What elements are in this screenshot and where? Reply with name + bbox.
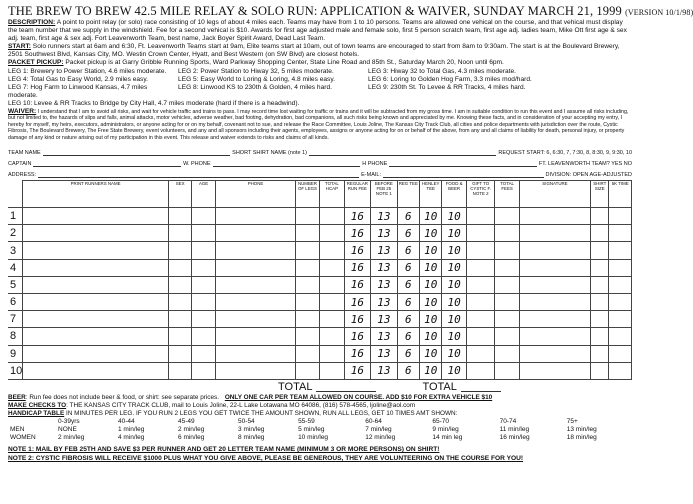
leg-item: LEG 4: Total Gas to Easy World, 2.9 miles easy.: [8, 75, 148, 83]
description-label: DESCRIPTION:: [8, 19, 56, 26]
row-number: 4: [8, 259, 22, 276]
leg-item: LEG 8: Linwood KS to 230th & Golden, 4 miles hard.: [178, 83, 332, 91]
age-field[interactable]: [191, 294, 215, 311]
sex-field[interactable]: [169, 259, 191, 276]
leg-item: LEG 5: Easy World to Loring & Loring, 4.8 miles easy.: [178, 75, 335, 83]
address-field[interactable]: [38, 177, 359, 178]
totals-row: [8, 380, 632, 394]
handicap-men-row: [8, 425, 632, 433]
row-number: 5: [8, 276, 22, 293]
food-beer-value: 10: [442, 242, 466, 259]
total-fees-field[interactable]: [495, 276, 519, 293]
legs-count-field[interactable]: [295, 294, 319, 311]
col-header: PHONE: [216, 181, 295, 208]
email-field[interactable]: [383, 177, 544, 178]
version-label: (VERSION 10/1/98): [625, 8, 693, 17]
description-section: [8, 19, 632, 43]
reg-tee-value: 6: [397, 294, 419, 311]
reg-tee-value: 6: [397, 225, 419, 242]
phone-field[interactable]: [216, 276, 295, 293]
legs-count-field[interactable]: [295, 311, 319, 328]
reg-tee-value: 6: [397, 362, 419, 379]
runner-name-field[interactable]: [22, 328, 169, 345]
men-cell: 11 min/leg: [499, 425, 530, 433]
division-label[interactable]: DIVISION: OPEN AGE-ADJUSTED: [545, 172, 632, 179]
handicap-label: HANDICAP TABLE: [8, 409, 65, 417]
legs-list: [8, 68, 632, 108]
total-right-label: TOTAL: [422, 380, 457, 393]
women-cell: 6 min/leg: [178, 433, 205, 441]
women-cell: 18 min/leg: [566, 433, 597, 441]
5k-time-field[interactable]: [609, 294, 632, 311]
total-fees-field[interactable]: [495, 328, 519, 345]
col-header: SEX: [169, 181, 191, 208]
shirt-size-field[interactable]: [591, 345, 609, 362]
total-fees-field[interactable]: [495, 311, 519, 328]
hcap-field[interactable]: [320, 328, 344, 345]
run-fee-value: 16: [344, 294, 370, 311]
hcap-field[interactable]: [320, 311, 344, 328]
age-field[interactable]: [191, 208, 215, 225]
food-beer-value: 10: [442, 328, 466, 345]
w-phone-label: W. PHONE: [183, 161, 211, 168]
reg-tee-value: 6: [397, 311, 419, 328]
gift-field[interactable]: [466, 225, 495, 242]
start-section: [8, 43, 632, 59]
runner-name-field[interactable]: [22, 362, 169, 379]
col-header: TOTAL FEES: [495, 181, 519, 208]
row-number: 2: [8, 225, 22, 242]
early-fee-value: 13: [371, 242, 397, 259]
handicap-intro: [8, 410, 632, 418]
shirt-name-label: SHORT SHIRT NAME (note 1): [232, 150, 307, 157]
run-fee-value: 16: [344, 276, 370, 293]
sex-field[interactable]: [169, 362, 191, 379]
henley-tee-value: 10: [420, 276, 442, 293]
men-cell: NONE: [58, 425, 77, 433]
col-header: TOTAL HCAP: [320, 181, 344, 208]
phone-field[interactable]: [216, 328, 295, 345]
run-fee-value: 16: [344, 345, 370, 362]
age-cell: 50-54: [238, 417, 255, 425]
shirt-name-field[interactable]: [309, 155, 496, 156]
sex-field[interactable]: [169, 345, 191, 362]
run-fee-value: 16: [344, 328, 370, 345]
age-cell: 45-49: [178, 417, 195, 425]
phone-field[interactable]: [216, 294, 295, 311]
team-name-field[interactable]: [43, 155, 230, 156]
hcap-field[interactable]: [320, 362, 344, 379]
henley-tee-value: 10: [420, 208, 442, 225]
sex-field[interactable]: [169, 294, 191, 311]
shirt-size-field[interactable]: [591, 259, 609, 276]
5k-time-field[interactable]: [609, 276, 632, 293]
checks-text: : THE KANSAS CITY TRACK CLUB, mail to Louis Joline, 22-L Lake Lotawana MO 64086, (816) 578-4565, ljoline@aol.com: [66, 401, 416, 409]
sex-field[interactable]: [169, 208, 191, 225]
food-beer-value: 10: [442, 345, 466, 362]
reg-tee-value: 6: [397, 242, 419, 259]
total-fees-field[interactable]: [495, 259, 519, 276]
email-label: E-MAIL:: [361, 172, 381, 179]
col-header: BEFORE FEB 25 NOTE 1: [371, 181, 397, 208]
phone-field[interactable]: [216, 362, 295, 379]
women-cell: 16 min/leg: [499, 433, 530, 441]
age-cell: 0-39yrs: [58, 417, 80, 425]
shirt-size-field[interactable]: [591, 362, 609, 379]
women-cell: 4 min/leg: [118, 433, 145, 441]
early-fee-value: 13: [371, 311, 397, 328]
shirt-size-field[interactable]: [591, 328, 609, 345]
legs-count-field[interactable]: [295, 242, 319, 259]
age-cell: 70-74: [499, 417, 517, 425]
beer-label: BEER: [8, 393, 26, 401]
age-cell: 75+: [566, 417, 578, 425]
5k-time-field[interactable]: [609, 345, 632, 362]
run-fee-value: 16: [344, 259, 370, 276]
table-row: [8, 311, 632, 328]
table-row: [8, 208, 632, 225]
gift-field[interactable]: [466, 242, 495, 259]
early-fee-value: 13: [371, 328, 397, 345]
waiver-label: WAIVER:: [8, 108, 37, 116]
form-title: [8, 4, 693, 19]
5k-time-field[interactable]: [609, 362, 632, 379]
total-fees-field[interactable]: [495, 225, 519, 242]
captain-field[interactable]: [33, 166, 181, 167]
leg-item: LEG 3: Hiway 32 to Total Gas, 4.3 miles moderate.: [368, 67, 516, 75]
table-row: [8, 362, 632, 379]
signature-field[interactable]: [519, 259, 590, 276]
food-beer-value: 10: [442, 225, 466, 242]
legs-count-field[interactable]: [295, 276, 319, 293]
hcap-field[interactable]: [320, 225, 344, 242]
age-field[interactable]: [191, 242, 215, 259]
leg-item: LEG 6: Loring to Golden Hog Farm, 3.3 miles mod/hard.: [368, 75, 532, 83]
men-cell: 3 min/leg: [238, 425, 265, 433]
men-label: MEN: [10, 425, 25, 433]
5k-time-field[interactable]: [609, 311, 632, 328]
col-header: GIFT TO CYSTIC F. NOTE 2: [466, 181, 495, 208]
total-fees-field[interactable]: [495, 345, 519, 362]
runner-name-field[interactable]: [22, 225, 169, 242]
total-right-field[interactable]: [461, 381, 501, 392]
table-row: [8, 259, 632, 276]
gift-field[interactable]: [466, 259, 495, 276]
legs-count-field[interactable]: [295, 345, 319, 362]
col-header: REGULAR RUN FEE: [344, 181, 370, 208]
age-field[interactable]: [191, 328, 215, 345]
gift-field[interactable]: [466, 208, 495, 225]
note-1: NOTE 1: MAIL BY FEB 25TH AND SAVE $3 PER RUNNER AND GET 20 LETTER TEAM NAME (MINIMUM 3 OR MORE PERSONS) ON SHIRT!: [8, 446, 440, 454]
row-number: 7: [8, 311, 22, 328]
food-beer-value: 10: [442, 276, 466, 293]
address-label: ADDRESS:: [8, 172, 37, 179]
age-field[interactable]: [191, 259, 215, 276]
signature-field[interactable]: [519, 208, 590, 225]
col-header: SHIRT SIZE: [591, 181, 609, 208]
gift-field[interactable]: [466, 276, 495, 293]
captain-label: CAPTAIN: [8, 161, 32, 168]
total-fees-field[interactable]: [495, 242, 519, 259]
5k-time-field[interactable]: [609, 328, 632, 345]
henley-tee-value: 10: [420, 259, 442, 276]
age-field[interactable]: [191, 362, 215, 379]
run-fee-value: 16: [344, 362, 370, 379]
age-field[interactable]: [191, 225, 215, 242]
signature-field[interactable]: [519, 311, 590, 328]
checks-label: MAKE CHECKS TO: [8, 401, 67, 409]
runner-name-field[interactable]: [22, 294, 169, 311]
early-fee-value: 13: [371, 225, 397, 242]
run-fee-value: 16: [344, 242, 370, 259]
henley-tee-value: 10: [420, 294, 442, 311]
food-beer-value: 10: [442, 362, 466, 379]
food-beer-value: 10: [442, 294, 466, 311]
early-fee-value: 13: [371, 276, 397, 293]
col-header: HENLEY TEE: [420, 181, 442, 208]
beer-text: : Run fee does not include beer & food, or shirt: see separate prices.: [25, 393, 220, 401]
runner-name-field[interactable]: [22, 242, 169, 259]
row-number: 8: [8, 328, 22, 345]
phone-field[interactable]: [216, 242, 295, 259]
legs-count-field[interactable]: [295, 362, 319, 379]
col-header: FOOD & BEER: [442, 181, 466, 208]
hcap-field[interactable]: [320, 259, 344, 276]
leg-item: LEG 10: Levee & RR Tracks to Bridge by City Hall, 4.7 miles moderate (hard if there is a headwind).: [8, 99, 300, 107]
leg-item: LEG 9: 230th St. To Levee & RR Tracks, 4 miles hard.: [368, 83, 526, 91]
signature-field[interactable]: [519, 242, 590, 259]
early-fee-value: 13: [371, 362, 397, 379]
reg-tee-value: 6: [397, 345, 419, 362]
reg-tee-value: 6: [397, 259, 419, 276]
signature-field[interactable]: [519, 294, 590, 311]
total-left-label: TOTAL: [278, 380, 313, 393]
legs-count-field[interactable]: [295, 225, 319, 242]
age-field[interactable]: [191, 276, 215, 293]
table-row: [8, 225, 632, 242]
row-number: 9: [8, 345, 22, 362]
phone-field[interactable]: [216, 345, 295, 362]
5k-time-field[interactable]: [609, 208, 632, 225]
beer-bold-text: ONLY ONE CAR PER TEAM ALLOWED ON COURSE. ADD $10 FOR EXTRA VEHICLE $10: [224, 393, 493, 401]
total-fees-field[interactable]: [495, 208, 519, 225]
total-fees-field[interactable]: [495, 294, 519, 311]
runner-name-field[interactable]: [22, 345, 169, 362]
women-cell: 2 min/leg: [58, 433, 85, 441]
signature-field[interactable]: [519, 225, 590, 242]
run-fee-value: 16: [344, 208, 370, 225]
table-row: [8, 276, 632, 293]
phone-field[interactable]: [216, 225, 295, 242]
col-header: NUMBER OF LEGS: [295, 181, 319, 208]
signature-field[interactable]: [519, 345, 590, 362]
ftl-team-label[interactable]: FT. LEAVENWORTH TEAM? YES NO: [538, 161, 633, 168]
packet-label: PACKET PICKUP:: [8, 59, 64, 67]
phone-field[interactable]: [216, 259, 295, 276]
run-fee-value: 16: [344, 225, 370, 242]
food-beer-value: 10: [442, 311, 466, 328]
row-number: 10: [8, 362, 22, 379]
henley-tee-value: 10: [420, 311, 442, 328]
handicap-intro-text: IN MINUTES PER LEG. IF YOU RUN 2 LEGS YOU GET TWICE THE AMOUNT SHOWN, RUN ALL LEGS, GET 10 TIMES AMT SHOWN:: [66, 409, 458, 417]
reg-tee-value: 6: [397, 276, 419, 293]
table-row: [8, 345, 632, 362]
row-number: 6: [8, 294, 22, 311]
col-header: REG TEE: [397, 181, 419, 208]
checks-section: [8, 402, 632, 410]
start-label: START:: [8, 43, 31, 51]
hcap-field[interactable]: [320, 345, 344, 362]
legs-count-field[interactable]: [295, 328, 319, 345]
gift-field[interactable]: [466, 294, 495, 311]
age-cell: 40-44: [118, 417, 135, 425]
waiver-section: [8, 109, 632, 141]
runner-name-field[interactable]: [22, 276, 169, 293]
col-header: SIGNATURE: [519, 181, 590, 208]
men-cell: 5 min/leg: [298, 425, 325, 433]
waiver-text: I understand that I am to avoid all risks, and wait for vehicle traffic and trains to pass. I may record time lost waiting for traffic or trains and it will be subtracted from my gross time. I am in suitable condition to run this event and I assume all risks including, but not limited to, the hazards of slips and falls, animal attacks, motor vehicles, adverse weather, bad footing, dehydration, bad companions, all such risks being known and appreciated by me. Knowing these facts, and in consideration of your accepting my entry, I hereby for myself, my heirs, executors, administrators, or anyone acting for or on my behalf, covenant not to sue, and release the Race Committee, Louis Joline, The Kansas City Track Club, all cities and police departments with jurisdiction over the route, Cystic Fibrosis, The Boulevard Brewery, The Free State Brewery, event volunteers, and any and all sponsors including their agents, employees, assigns or anyone acting for on or behalf of the above, from any and all claims of liability for death, personal injury, or property damage of any kind or nature arising out of my participation in this event. This release and waiver extends to risks and claims of all kinds.: [8, 109, 629, 141]
henley-tee-value: 10: [420, 362, 442, 379]
runner-name-field[interactable]: [22, 259, 169, 276]
w-phone-field[interactable]: [213, 166, 361, 167]
women-cell: 12 min/leg: [365, 433, 396, 441]
women-label: WOMEN: [10, 433, 36, 441]
h-phone-label: H PHONE: [362, 161, 388, 168]
shirt-size-field[interactable]: [591, 225, 609, 242]
request-start-label[interactable]: REQUEST START: 6, 6:30, 7, 7:30, 8, 8:30, 9, 9:30, 10: [498, 150, 633, 157]
food-beer-value: 10: [442, 208, 466, 225]
5k-time-field[interactable]: [609, 259, 632, 276]
early-fee-value: 13: [371, 208, 397, 225]
total-left-field[interactable]: [316, 381, 376, 392]
early-fee-value: 13: [371, 294, 397, 311]
reg-tee-value: 6: [397, 328, 419, 345]
henley-tee-value: 10: [420, 345, 442, 362]
run-fee-value: 16: [344, 311, 370, 328]
age-cell: 65-70: [432, 417, 450, 425]
col-header: PRINT RUNNERS NAME: [22, 181, 169, 208]
leg-item: LEG 2: Power Station to Hiway 32, 5 miles moderate.: [178, 67, 334, 75]
description-text: A point to point relay (or solo) race consisting of 10 legs of about 4 miles each. Teams may have from 1 to 10 persons. Teams are allowed one vehical on the course, and that vehical must display the team number that we supply in the windshield. Fee for a second vehical is $10. Awards for first age adjusted male and female solo, first 5 person scratch team, first age adj. ladies team, Mike Ott first age & sex adj. team, first age & sex adj. Fort Leavenworth Team, best name, Jack Boyer Spirit Award, Dead Last Team.: [8, 19, 627, 43]
reg-tee-value: 6: [397, 208, 419, 225]
early-fee-value: 13: [371, 345, 397, 362]
hcap-field[interactable]: [320, 294, 344, 311]
5k-time-field[interactable]: [609, 225, 632, 242]
hcap-field[interactable]: [320, 208, 344, 225]
table-row: [8, 242, 632, 259]
h-phone-field[interactable]: [389, 166, 537, 167]
shirt-size-field[interactable]: [591, 311, 609, 328]
leg-item: LEG 1: Brewery to Power Station, 4.6 miles moderate.: [8, 67, 167, 75]
packet-text: Packet pickup is at Garry Gribble Running Sports, Ward Parkway Shopping Center, State Line Road and 85th St., Saturday March 20, Noon until 6pm.: [65, 59, 504, 67]
table-row: [8, 294, 632, 311]
men-cell: 9 min/leg: [432, 425, 459, 433]
legs-count-field[interactable]: [295, 259, 319, 276]
signature-field[interactable]: [519, 362, 590, 379]
age-field[interactable]: [191, 345, 215, 362]
team-name-label: TEAM NAME: [8, 150, 41, 157]
shirt-size-field[interactable]: [591, 276, 609, 293]
men-cell: 13 min/leg: [566, 425, 597, 433]
runner-name-field[interactable]: [22, 311, 169, 328]
men-cell: 1 min/leg: [118, 425, 145, 433]
men-cell: 7 min/leg: [365, 425, 392, 433]
phone-field[interactable]: [216, 311, 295, 328]
henley-tee-value: 10: [420, 242, 442, 259]
runners-table: [8, 180, 632, 380]
shirt-size-field[interactable]: [591, 294, 609, 311]
signature-field[interactable]: [519, 276, 590, 293]
handicap-table: [8, 417, 632, 441]
age-field[interactable]: [191, 311, 215, 328]
hcap-field[interactable]: [320, 242, 344, 259]
title-text: THE BREW TO BREW 42.5 MILE RELAY & SOLO RUN: APPLICATION & WAIVER, SUNDAY MARCH 21, 1999: [8, 4, 622, 18]
men-cell: 2 min/leg: [178, 425, 205, 433]
age-cell: 55-59: [298, 417, 315, 425]
age-cell: 60-64: [365, 417, 382, 425]
henley-tee-value: 10: [420, 225, 442, 242]
5k-time-field[interactable]: [609, 242, 632, 259]
table-row: [8, 328, 632, 345]
gift-field[interactable]: [466, 362, 495, 379]
row-number: 1: [8, 208, 22, 225]
signature-field[interactable]: [519, 328, 590, 345]
sex-field[interactable]: [169, 225, 191, 242]
gift-field[interactable]: [466, 328, 495, 345]
handicap-age-row: [8, 417, 632, 425]
start-text: Solo runners start at 6am and 6:30, Ft. Leavenworth Teams start at 9am, Elite teams start at 10am, out of town teams are encouraged to start from 8am to 9:30am. The start is at the Boulevard Brewery, 2501 Southwest Blvd, Kansas City, MO. Westin Crown Center, Hyatt, and Best Western (on SW Blvd) are closest hotels.: [8, 43, 620, 59]
shirt-size-field[interactable]: [591, 208, 609, 225]
women-cell: 14 min leg: [432, 433, 463, 441]
hcap-field[interactable]: [320, 276, 344, 293]
leg-item: LEG 7: Hog Farm to Linwood Kansas, 4.7 miles moderate.: [8, 83, 148, 99]
packet-section: [8, 59, 632, 67]
women-cell: 10 min/leg: [298, 433, 329, 441]
sex-field[interactable]: [169, 311, 191, 328]
team-fields: [8, 145, 632, 178]
table-header-row: [8, 181, 632, 208]
sex-field[interactable]: [169, 328, 191, 345]
sex-field[interactable]: [169, 242, 191, 259]
sex-field[interactable]: [169, 276, 191, 293]
women-cell: 8 min/leg: [238, 433, 265, 441]
legs-count-field[interactable]: [295, 208, 319, 225]
row-number: 3: [8, 242, 22, 259]
runner-name-field[interactable]: [22, 208, 169, 225]
phone-field[interactable]: [216, 208, 295, 225]
food-beer-value: 10: [442, 259, 466, 276]
col-header: AGE: [191, 181, 215, 208]
handicap-women-row: [8, 433, 632, 441]
gift-field[interactable]: [466, 311, 495, 328]
shirt-size-field[interactable]: [591, 242, 609, 259]
total-fees-field[interactable]: [495, 362, 519, 379]
col-header: 5K TIME: [609, 181, 632, 208]
beer-section: [8, 394, 632, 402]
note-2: NOTE 2: CYSTIC FIBROSIS WILL RECEIVE $1000 PLUS WHAT YOU GIVE ABOVE, PLEASE BE GENEROUS, THEY ARE VOLUNTEERING ON THE COURSE FOR YOU!: [8, 455, 524, 463]
gift-field[interactable]: [466, 345, 495, 362]
henley-tee-value: 10: [420, 328, 442, 345]
early-fee-value: 13: [371, 259, 397, 276]
